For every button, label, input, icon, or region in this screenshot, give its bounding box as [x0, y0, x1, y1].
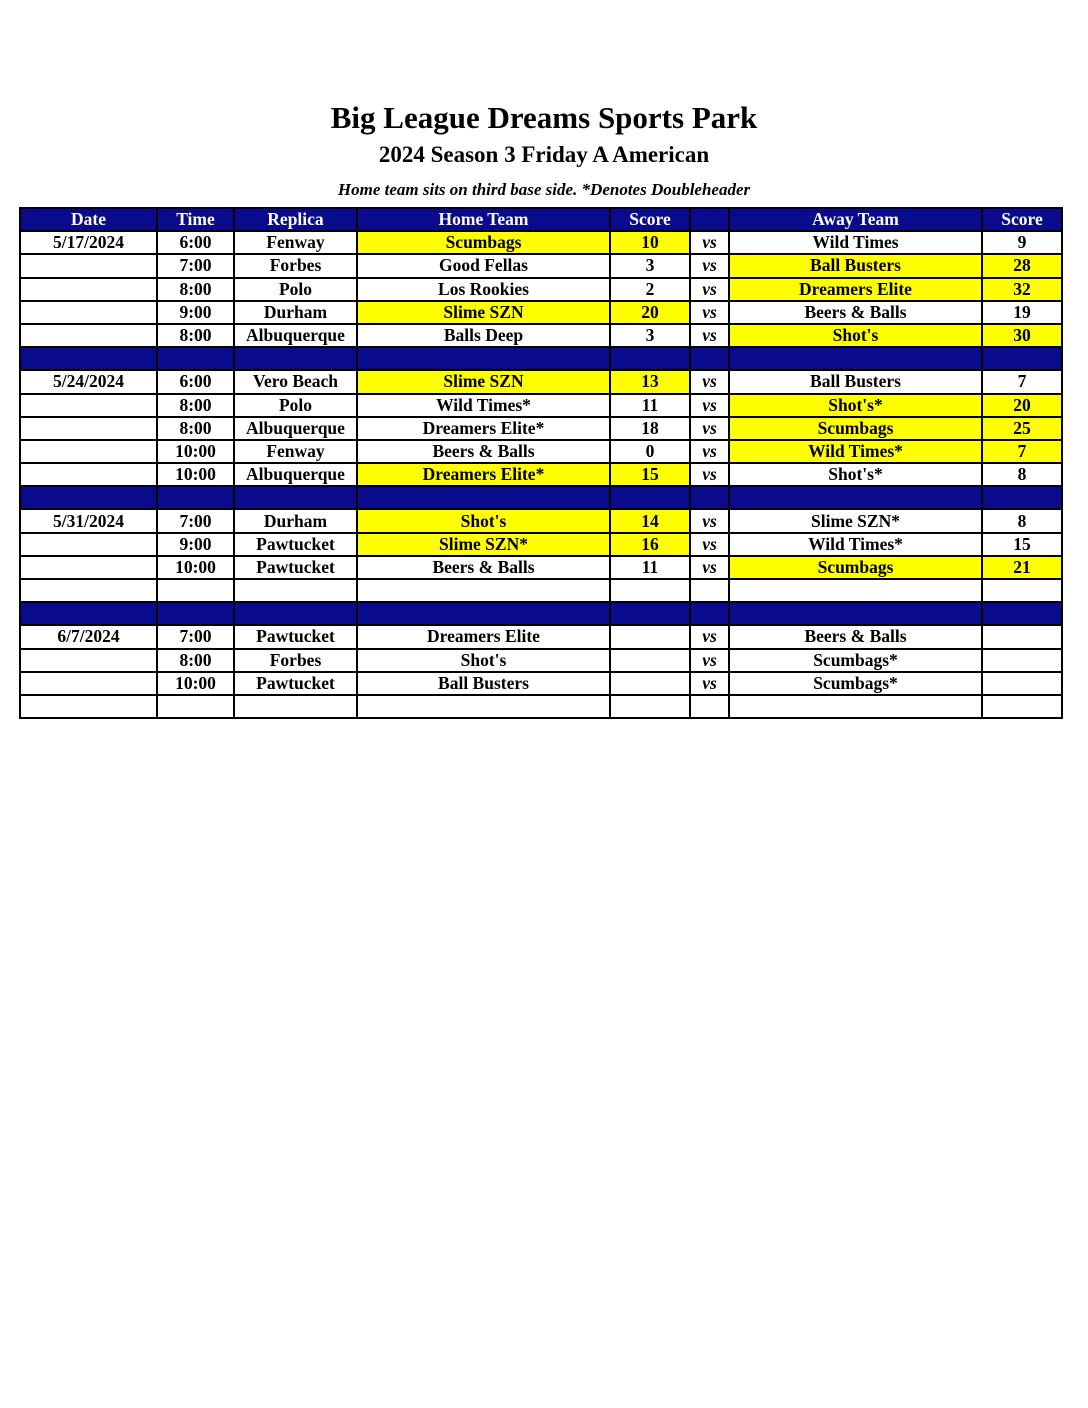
blank-cell: [729, 695, 982, 718]
replica-cell: Polo: [234, 394, 357, 417]
away-team-cell: Ball Busters: [729, 370, 982, 393]
away-team-cell: Scumbags*: [729, 672, 982, 695]
separator-cell: [357, 602, 610, 625]
replica-cell: Durham: [234, 509, 357, 532]
replica-cell: Pawtucket: [234, 533, 357, 556]
blank-cell: [729, 579, 982, 602]
separator-cell: [20, 602, 157, 625]
separator-cell: [729, 347, 982, 370]
home-team-cell: Wild Times*: [357, 394, 610, 417]
home-score-cell: 14: [610, 509, 690, 532]
away-team-cell: Wild Times*: [729, 533, 982, 556]
vs-cell: vs: [690, 625, 729, 648]
separator-cell: [982, 602, 1062, 625]
separator-cell: [234, 602, 357, 625]
vs-cell: vs: [690, 463, 729, 486]
blank-cell: [234, 695, 357, 718]
separator-cell: [234, 347, 357, 370]
away-score-cell: 25: [982, 417, 1062, 440]
game-row: [20, 394, 1062, 417]
page-subtitle: 2024 Season 3 Friday A American: [378, 142, 710, 167]
game-row: [20, 463, 1062, 486]
game-row: [20, 417, 1062, 440]
away-team-cell: Shot's*: [729, 463, 982, 486]
away-team-cell: Slime SZN*: [729, 509, 982, 532]
game-row: [20, 556, 1062, 579]
vs-cell: vs: [690, 533, 729, 556]
replica-cell: Vero Beach: [234, 370, 357, 393]
vs-cell: vs: [690, 324, 729, 347]
date-cell: 5/31/2024: [20, 509, 157, 532]
separator-cell: [357, 486, 610, 509]
date-cell: [20, 278, 157, 301]
time-cell: 10:00: [157, 672, 234, 695]
game-row: [20, 533, 1062, 556]
replica-cell: Albuquerque: [234, 463, 357, 486]
replica-cell: Forbes: [234, 254, 357, 277]
away-team-cell: Beers & Balls: [729, 301, 982, 324]
blank-cell: [20, 579, 157, 602]
home-score-cell: 10: [610, 231, 690, 254]
game-row: [20, 254, 1062, 277]
away-team-cell: Ball Busters: [729, 254, 982, 277]
blank-cell: [357, 695, 610, 718]
away-team-cell: Scumbags*: [729, 649, 982, 672]
game-row: [20, 440, 1062, 463]
time-cell: 8:00: [157, 324, 234, 347]
replica-cell: Fenway: [234, 231, 357, 254]
time-cell: 6:00: [157, 370, 234, 393]
away-score-cell: 15: [982, 533, 1062, 556]
away-team-cell: Dreamers Elite: [729, 278, 982, 301]
separator-cell: [234, 486, 357, 509]
home-score-cell: 16: [610, 533, 690, 556]
replica-cell: Albuquerque: [234, 417, 357, 440]
separator-cell: [982, 486, 1062, 509]
game-row: [20, 672, 1062, 695]
home-score-cell: 18: [610, 417, 690, 440]
date-cell: 5/24/2024: [20, 370, 157, 393]
game-row: [20, 324, 1062, 347]
home-team-cell: Slime SZN*: [357, 533, 610, 556]
time-cell: 10:00: [157, 556, 234, 579]
separator-cell: [20, 486, 157, 509]
away-score-cell: 9: [982, 231, 1062, 254]
date-cell: [20, 254, 157, 277]
blank-cell: [690, 579, 729, 602]
home-team-cell: Beers & Balls: [357, 440, 610, 463]
vs-cell: vs: [690, 370, 729, 393]
away-team-cell: Wild Times: [729, 231, 982, 254]
col-header-away-team: Away Team: [729, 208, 982, 231]
away-team-cell: Beers & Balls: [729, 625, 982, 648]
vs-cell: vs: [690, 231, 729, 254]
vs-cell: vs: [690, 417, 729, 440]
blank-cell: [234, 579, 357, 602]
separator-cell: [690, 602, 729, 625]
replica-cell: Pawtucket: [234, 672, 357, 695]
time-cell: 10:00: [157, 463, 234, 486]
separator-row: [20, 347, 1062, 370]
game-row: [20, 509, 1062, 532]
time-cell: 6:00: [157, 231, 234, 254]
home-team-cell: Los Rookies: [357, 278, 610, 301]
date-cell: [20, 417, 157, 440]
time-cell: 8:00: [157, 278, 234, 301]
date-cell: [20, 440, 157, 463]
separator-cell: [157, 347, 234, 370]
replica-cell: Fenway: [234, 440, 357, 463]
home-score-cell: 2: [610, 278, 690, 301]
table-header-row: [20, 208, 1062, 231]
away-score-cell: 21: [982, 556, 1062, 579]
home-score-cell: 3: [610, 254, 690, 277]
home-score-cell: 0: [610, 440, 690, 463]
home-score-cell: 3: [610, 324, 690, 347]
replica-cell: Pawtucket: [234, 556, 357, 579]
blank-cell: [690, 695, 729, 718]
separator-cell: [610, 347, 690, 370]
date-cell: [20, 556, 157, 579]
blank-cell: [610, 579, 690, 602]
time-cell: 9:00: [157, 533, 234, 556]
time-cell: 9:00: [157, 301, 234, 324]
home-score-cell: 13: [610, 370, 690, 393]
col-header-time: Time: [157, 208, 234, 231]
time-cell: 8:00: [157, 649, 234, 672]
separator-row: [20, 602, 1062, 625]
game-row: [20, 625, 1062, 648]
away-score-cell: 8: [982, 463, 1062, 486]
vs-cell: vs: [690, 278, 729, 301]
separator-cell: [157, 602, 234, 625]
home-team-cell: Shot's: [357, 649, 610, 672]
away-score-cell: 30: [982, 324, 1062, 347]
separator-cell: [729, 602, 982, 625]
home-team-cell: Dreamers Elite*: [357, 463, 610, 486]
time-cell: 8:00: [157, 394, 234, 417]
time-cell: 8:00: [157, 417, 234, 440]
game-row: [20, 370, 1062, 393]
separator-cell: [690, 486, 729, 509]
home-team-cell: Shot's: [357, 509, 610, 532]
away-team-cell: Shot's: [729, 324, 982, 347]
home-score-cell: 11: [610, 556, 690, 579]
game-row: [20, 278, 1062, 301]
home-team-cell: Slime SZN: [357, 301, 610, 324]
blank-cell: [157, 695, 234, 718]
home-score-cell: [610, 649, 690, 672]
col-header-home-team: Home Team: [357, 208, 610, 231]
away-score-cell: [982, 625, 1062, 648]
separator-cell: [157, 486, 234, 509]
away-score-cell: 32: [982, 278, 1062, 301]
blank-cell: [610, 695, 690, 718]
col-header-home-score: Score: [610, 208, 690, 231]
separator-cell: [20, 347, 157, 370]
vs-cell: vs: [690, 301, 729, 324]
separator-cell: [729, 486, 982, 509]
page-title: Big League Dreams Sports Park: [330, 100, 758, 135]
date-cell: [20, 324, 157, 347]
away-score-cell: 8: [982, 509, 1062, 532]
vs-cell: vs: [690, 672, 729, 695]
home-team-cell: Slime SZN: [357, 370, 610, 393]
away-score-cell: 20: [982, 394, 1062, 417]
separator-cell: [357, 347, 610, 370]
col-header-away-score: Score: [982, 208, 1062, 231]
home-team-cell: Ball Busters: [357, 672, 610, 695]
game-row: [20, 301, 1062, 324]
schedule-note: Home team sits on third base side. *Denotes Doubleheader: [337, 180, 751, 199]
col-header-vs: [690, 208, 729, 231]
replica-cell: Pawtucket: [234, 625, 357, 648]
away-team-cell: Scumbags: [729, 417, 982, 440]
away-team-cell: Scumbags: [729, 556, 982, 579]
replica-cell: Albuquerque: [234, 324, 357, 347]
date-cell: 6/7/2024: [20, 625, 157, 648]
col-header-replica: Replica: [234, 208, 357, 231]
home-score-cell: 20: [610, 301, 690, 324]
home-team-cell: Dreamers Elite: [357, 625, 610, 648]
vs-cell: vs: [690, 254, 729, 277]
blank-cell: [157, 579, 234, 602]
vs-cell: vs: [690, 556, 729, 579]
home-score-cell: [610, 625, 690, 648]
away-score-cell: 7: [982, 440, 1062, 463]
home-team-cell: Dreamers Elite*: [357, 417, 610, 440]
home-team-cell: Balls Deep: [357, 324, 610, 347]
home-team-cell: Beers & Balls: [357, 556, 610, 579]
date-cell: [20, 301, 157, 324]
time-cell: 7:00: [157, 509, 234, 532]
separator-cell: [690, 347, 729, 370]
separator-cell: [982, 347, 1062, 370]
blank-cell: [357, 579, 610, 602]
date-cell: 5/17/2024: [20, 231, 157, 254]
home-team-cell: Scumbags: [357, 231, 610, 254]
away-score-cell: 7: [982, 370, 1062, 393]
separator-cell: [610, 602, 690, 625]
away-team-cell: Wild Times*: [729, 440, 982, 463]
time-cell: 7:00: [157, 254, 234, 277]
blank-row: [20, 695, 1062, 718]
vs-cell: vs: [690, 509, 729, 532]
vs-cell: vs: [690, 649, 729, 672]
blank-cell: [982, 695, 1062, 718]
vs-cell: vs: [690, 394, 729, 417]
game-row: [20, 231, 1062, 254]
game-row: [20, 649, 1062, 672]
away-score-cell: [982, 649, 1062, 672]
date-cell: [20, 672, 157, 695]
home-score-cell: 15: [610, 463, 690, 486]
time-cell: 7:00: [157, 625, 234, 648]
date-cell: [20, 533, 157, 556]
vs-cell: vs: [690, 440, 729, 463]
date-cell: [20, 463, 157, 486]
away-score-cell: 28: [982, 254, 1062, 277]
blank-cell: [982, 579, 1062, 602]
date-cell: [20, 394, 157, 417]
away-score-cell: 19: [982, 301, 1062, 324]
separator-cell: [610, 486, 690, 509]
home-score-cell: [610, 672, 690, 695]
replica-cell: Polo: [234, 278, 357, 301]
blank-cell: [20, 695, 157, 718]
schedule-table: [19, 207, 1063, 719]
home-score-cell: 11: [610, 394, 690, 417]
away-score-cell: [982, 672, 1062, 695]
replica-cell: Forbes: [234, 649, 357, 672]
separator-row: [20, 486, 1062, 509]
away-team-cell: Shot's*: [729, 394, 982, 417]
blank-row: [20, 579, 1062, 602]
date-cell: [20, 649, 157, 672]
replica-cell: Durham: [234, 301, 357, 324]
col-header-date: Date: [20, 208, 157, 231]
home-team-cell: Good Fellas: [357, 254, 610, 277]
time-cell: 10:00: [157, 440, 234, 463]
